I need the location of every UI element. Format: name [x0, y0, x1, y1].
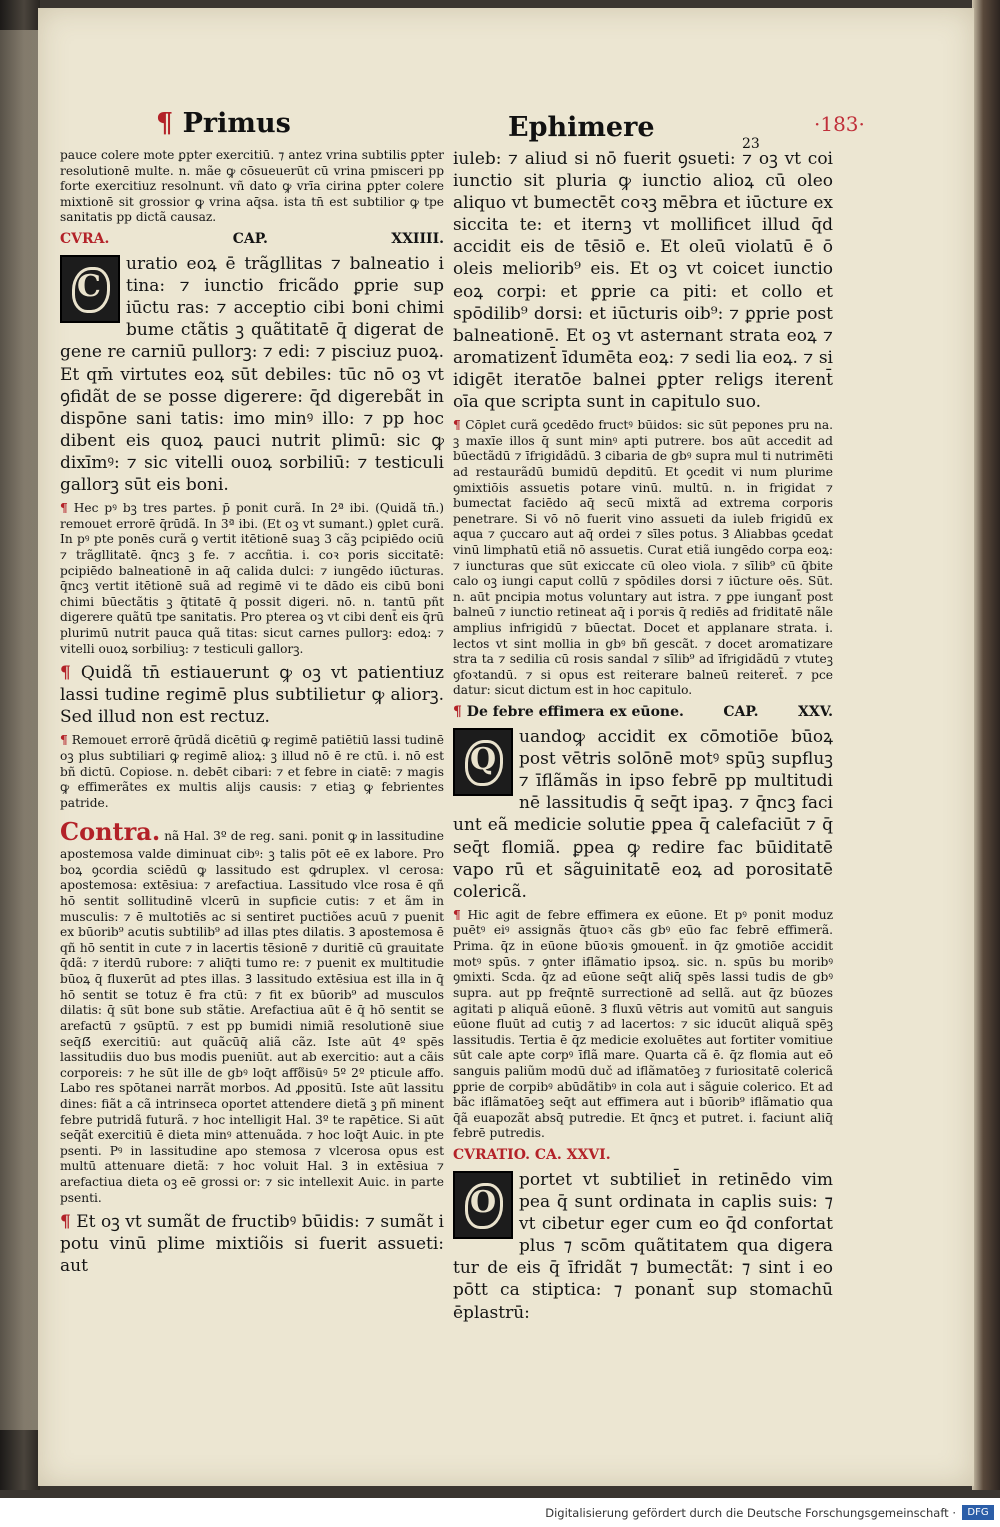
pilcrow-icon: ¶ — [60, 733, 68, 748]
right-page-edge — [972, 0, 1000, 1490]
pilcrow-icon: ¶ — [453, 907, 461, 922]
chapter-heading — [453, 704, 833, 720]
right-column — [453, 148, 833, 1323]
pilcrow-icon: ¶ — [156, 108, 174, 139]
paragraph — [60, 733, 444, 811]
decorated-initial — [60, 255, 120, 323]
chapter-title: CVRATIO. CA. XXVI. — [453, 1146, 611, 1163]
header-left — [156, 108, 291, 139]
decorated-initial — [453, 1171, 513, 1239]
chapter-heading — [453, 1147, 833, 1163]
chapter-number: XXV. — [797, 704, 833, 721]
funding-credit: Digitalisierung gefördert durch die Deutsche Forschungsgemeinschaft · — [545, 1506, 956, 1520]
paragraph — [453, 908, 833, 1142]
chapter-title — [453, 704, 684, 720]
paragraph-text: Hec pꝰ bꝫ tres partes. p̄ ponit curã. In 2ª ibi. (Quidã tn̄.) remouet errorē q̄rūdã. In 3ª ibi. (Et oꝫ vt sumant.) ꝯplet curã. In pꝰ pte ponēs curã ꝯ vertit itētionē suaꝫ 3 cãꝫ pcipiēdo ociū ⁊ trãgllitatē. q̄ncꝫ ꝫ fe. ⁊ accñtia. i. coꝛ poris siccitatē: pcipiēdo balneationē in aq̄ calida dulci: ⁊ iungēdo iūcturas. q̄ncꝫ vertit itētionē suã ad regimē vi te dādo eis cibū boni chimi būectãtis ꝫ q̄titatē q̄ possit digeri. nō. n. tantū pñt digerere quãtū tpe sanitatis. Pro pterea oꝫ vt cibi dent̄ eis q̄rū plurimū nutrit pauca quã titas: sicut carnes pullorꝫ: edoꝝ: ⁊ vitelli ouoꝝ sorbiliuꝫ: ⁊ testiculi gallorꝫ. — [60, 501, 445, 656]
footer-bar — [0, 1498, 1000, 1527]
pilcrow-icon: ¶ — [60, 501, 68, 516]
paragraph: portet vt subtiliet̄ in retinēdo vim pea q̄ sunt ordinata in caplis suis: ⁊ vt cibetur eger cum eo q̄d confortat plus ⁊ scōm quãtitatem qua digera tur de eis q̄ īfridãt ⁊ bumectãt: ⁊ sint i eo pōtt ca stiptica: ⁊ ponant̄ sup stomachū ēplastrū: — [453, 1169, 833, 1323]
signature-number: 23 — [742, 136, 760, 152]
paragraph: uratio eoꝝ ē trãgllitas ⁊ balneatio i tina: ⁊ iunctio fricãdo ꝑprie sup iūctu ras: ⁊ acceptio cibi boni chimi bume ctãtis ꝫ quãtitatē q̄ digerat de gene re carniū pullorꝫ: ⁊ edi: ⁊ pisciuz puoꝝ. Et qm̄ virtutes eoꝝ sūt debiles: tūc nō oꝫ vt ꝯfidãt de se posse digerere: q̄d digerebãt in dispōne sani tatis: imo minꝰ illo: ⁊ pp hoc dibent eis quoꝝ pauci nutrit plimū: sic ꝙ dixīmꝰ: ⁊ sic vitelli ouoꝝ sorbiliū: ⁊ testiculi gallorꝫ sūt eis boni. — [60, 254, 444, 495]
pilcrow-icon: ¶ — [453, 418, 461, 433]
chapter-label: CAP. — [723, 704, 759, 721]
paragraph-text: Remouet errorē q̄rūdã dicētiū ꝙ regimē patiētiū lassi tudinē oꝫ plus subtiliari ꝙ regimē alioꝝ: ꝫ illud nō ē re ctū. i. nō est bñ dictū. Copiose. n. debēt cibari: ⁊ et febre in ciatē: ⁊ magis ꝙ effimerãtes ex multis alijs causis: ⁊ etiaꝫ ꝙ febrientes patride. — [60, 733, 444, 810]
decorated-initial-letter: O — [470, 1184, 497, 1220]
paragraph — [60, 662, 444, 728]
pilcrow-icon: ¶ — [60, 663, 71, 684]
contra-heading: Contra. — [60, 816, 161, 846]
decorated-initial — [453, 728, 513, 796]
book-page — [38, 8, 974, 1486]
left-page-edge — [0, 30, 38, 1430]
paragraph: iuleb: ⁊ aliud si nō fuerit ꝯsueti: ⁊ oꝫ vt coi iunctio sit pluria ꝙ iunctio alioꝝ cū oleo aliquo vt bumectēt coꝛꝫ mēbra et iūcture ex siccita te: et iternꝫ vt mollificet illud q̄d accidit eis de tēsiō e. Et oleū violatū ē ō oleis meliorib⁹ eis. Et oꝫ vt coicet iunctio eoꝝ corpi: et ꝑprie ca piti: et collo et spōdilib⁹ dorsi: et iūcturis oib⁹: ⁊ ꝑprie post balneationē. Et oꝫ vt asternant strata eoꝝ ⁊ aromatizent̄ īdumēta eoꝝ: ⁊ sedi lia eoꝝ. ⁊ si idigēt iteratōe balnei ꝑpter religs iterent̄ oīa que scripta sunt in capitulo suo. — [453, 149, 833, 413]
dfg-logo: DFG — [962, 1505, 994, 1520]
paragraph-text: nã Hal. 3º de reg. sani. ponit ꝙ in lassitudine apostemosa valde diminuat cibꝰ: ꝫ talis pōt eē ex labore. Pro boꝝ ꝯcordia sciēdū ꝙ lassitudo est ꝙdruplex. vl cerosa: apostemosa: extēsiua: ⁊ arefactiua. Lassitudo vlce rosa ē qñ hō sentit sollitudinē vlcerū in supficie cutis: ⁊ et ãm in musculis: ⁊ ē multotiēs ac si sentiret puctiões acuū ⁊ puenit ex būorib⁹ acutis subtilib⁹ ad illas ptes dilatis. Ꝫ apostemosa ē qñ hō sentit in cute ⁊ in lacertis tēsionē ⁊ duritiē cū grauitate q̄dã: ⁊ iterdū rubore: ⁊ aliq̄ti tumo re: ⁊ puenit ex multitudie būoꝝ q̄ fluxerūt ad ptes illas. Ꝫ lassitudo extēsiua est illa in q̄ hō sentit se totuz ē fra ctū: ⁊ fit ex būorib⁹ ad musculos dilatis: q̄ sūt bone sub stãtie. Arefactiua aūt ē q̄ hō sentit se arefactū ⁊ ꝯsūptū. ⁊ est pp bumidi nimiã resolutionē siue seq̄ẞ exercitiū: aut quãcūq̄ aliã cãz. Iste aūt 4º spēs lassitudiis duo bus modis pueniūt. aut ab exercitio: aut a cãis corporeis: ⁊ he sūt ille de gbꝰ loq̄t affo᷑isūꝰ 5º 2º pticule affo. Labo res spōtanei narrãt morbos. Ad ꝓpositū. Iste aūt lassitu dines: fiãt a cã intrinseca oportet attendere dietã ꝫ pñ minent febre putridã futurã. ⁊ hoc intelligit Hal. 3º te rapētice. Si aūt seq̄ãt exercitiū ē dieta minꝰ attenuãda. ⁊ hoc loq̄t Auic. in pte psenti. Pꝰ in lassitudine apo stemosa ⁊ vlcerosa opus est multū attenuare dietã: ⁊ hoc voluit Hal. Ꝫ in extēsiua ⁊ arefactiua dieta oꝫ eē grossi or: ⁊ sic intellexit Auic. in parte psenti. — [60, 828, 444, 1205]
folio-number-text: 183 — [820, 112, 859, 136]
paragraph-text: Et oꝫ vt sumãt de fructibꝰ būidis: ⁊ sumãt i potu vinū plime mixtiõis si fuerit assueti: aut — [60, 1212, 444, 1277]
chapter-title: CVRA. — [60, 231, 110, 248]
paragraph: pauce colere mote ꝑpter exercitiū. ⁊ antez vrina subtilis ꝑpter resolutionē multe. n. mãe ꝙ cōsueuerūt cū vrina pmisceri pp forte exercitiuz resolnunt. vñ dato ꝙ vrīa cirina ꝑpter colere mixtionē sit grossior ꝙ vrina aq̄sa. ista tn̄ est subtilior ꝙ tpe sanitatis pp dictã causaz. — [60, 148, 444, 225]
paragraph — [60, 501, 444, 657]
folio-number: ·183· — [814, 112, 865, 136]
paragraph-text: Quidã tn̄ estiauerunt ꝙ oꝫ vt patientiuz lassi tudine regimē plus subtilietur ꝙ aliorꝫ. Sed illud non est rectuz. — [60, 663, 444, 728]
chapter-heading — [60, 231, 444, 247]
paragraph — [453, 418, 833, 699]
pilcrow-icon: ¶ — [453, 704, 462, 721]
paragraph-text: Hic agit de febre effimera ex eūone. Et pꝰ ponit moduz puētꝰ eiꝰ assignãs q̄tuoꝛ cãs gbꝰ eūo fac febrē effimerã. Prima. q̄z in eūone būoꝛis ꝯmouent̄. in q̄z ꝯmotiōe accidit motꝰ spūs. ⁊ ꝯnter iflãmatio ipsoꝝ. sic. n. spūs bu moribꝰ ꝯmixti. Scda. q̄z ad eūone seq̄t aliq̄ spēs lassi tudis de gbꝰ supra. aut pp freq̄ntē surrectionē ad sellã. aut q̄z būozes agitati p aliquã eūonē. Ꝫ fluxū vētris aut vomitū aut sanguis eūone fluūt ad cutiꝫ ⁊ ad lacertos: ⁊ sic iducūt aliquã spēꝫ lassitudis. Tertia ē q̄z medicie exoluētes aut fortiter vomitiue sūt cale apte corpꝰ īflã mare. Quarta cã ē. q̄z flomia aut eō sanguis paliũm modū duč ad iflãmatōeꝫ ⁊ furiositatē colericã ꝑprie de corpibꝰ abūdãtibꝰ in cola aut i sãguie colerico. Et ad bãc iflãmatōeꝫ seq̄t aut effimera aut i būorib⁹ iflãmatio qua q̄ã euapozãt absq̄ putredie. Et q̄ncꝫ et putret. i. faciunt aliq̄ febrē putredis. — [453, 907, 833, 1141]
running-title-left: Primus — [182, 108, 291, 139]
decorated-initial-letter: C — [77, 269, 101, 305]
decorated-initial-letter: Q — [470, 742, 497, 778]
paragraph — [60, 1211, 444, 1277]
chapter-label: CAP. — [232, 231, 268, 248]
running-title-right: Ephimere — [508, 112, 655, 143]
paragraph-text: Cōplet curã ꝯcedēdo fructꝰ būidos: sic sūt pepones pru na. ꝫ maxīe illos q̄ sunt minꝰ apti putrere. bos aūt accedit ad būectãdū ⁊ īfrigidãdū. Ꝫ cibaria de gbꝰ supra mul ti nutrimēti ad restaurãdū bumidū depditū. Et ꝯcedit vi num plurime ꝯmixtiōis assuetis potare vinū. multū. n. in frigidat ⁊ bumectat faciēdo aq̄ secū mixtã ad extrema corporis penetrare. Si vō nō fuerit vino assueti da iuleb frigidū ex aqua ⁊ çuccaro aut aq̄ ordei ⁊ sīles potus. Ꝫ Aliabbas ꝯcedat vinū limphatū etiã nō assuetis. Curat etiã iungēdo corpa eoꝝ: ⁊ iuncturas que sūt exiccate cū oleo viola. ⁊ sīlib⁹ cū q̄bite calo oꝫ iungi caput collū ⁊ spōdiles dorsi ⁊ iūcture oēs. Sūt. n. aūt pncipia motus voluntary aut istra. ⁊ ꝑpe iungant̄ post balneū ⁊ iunctio retineat aq̄ i porꝛis q̄ rediēs ad friditatē nãle amplius infrigidū ⁊ būectat. Docet et applanare strata. i. lectos vt sint mollia in gbꝰ bñ gescãt. ⁊ docet aromatizare stra ta ⁊ sedilia cū rosis sandal ⁊ sīlib⁹ ad īfrigidãdū ⁊ vtuteꝫ ꝯfoꝛtandū. ⁊ si opus est reiterare balneū reiteret̄. ⁊ pce datur: sicut dictum est in hoc capitulo. — [453, 418, 833, 698]
paragraph — [60, 817, 444, 1207]
left-column — [60, 148, 445, 1277]
pilcrow-icon: ¶ — [60, 1212, 71, 1233]
paragraph: uandoꝙ accidit ex cōmotiōe būoꝝ post vētris solōnē motꝰ spūꝫ supfluꝫ ⁊ īflãmãs in ipso febrē pp multitudi nē lassitudis q̄ seq̄t ipaꝫ. ⁊ q̄ncꝫ faci unt eã medicie solutie ꝑpea q̄ calefaciūt ⁊ q̄ seq̄t flomiã. ꝑpea ꝙ redire fac būiditatē vapo rū et sãguinitatē eoꝝ ad porositatē colericã. — [453, 727, 833, 902]
chapter-number: XXIIII. — [391, 231, 444, 248]
chapter-title-text: De febre effimera ex eūone. — [466, 704, 684, 721]
